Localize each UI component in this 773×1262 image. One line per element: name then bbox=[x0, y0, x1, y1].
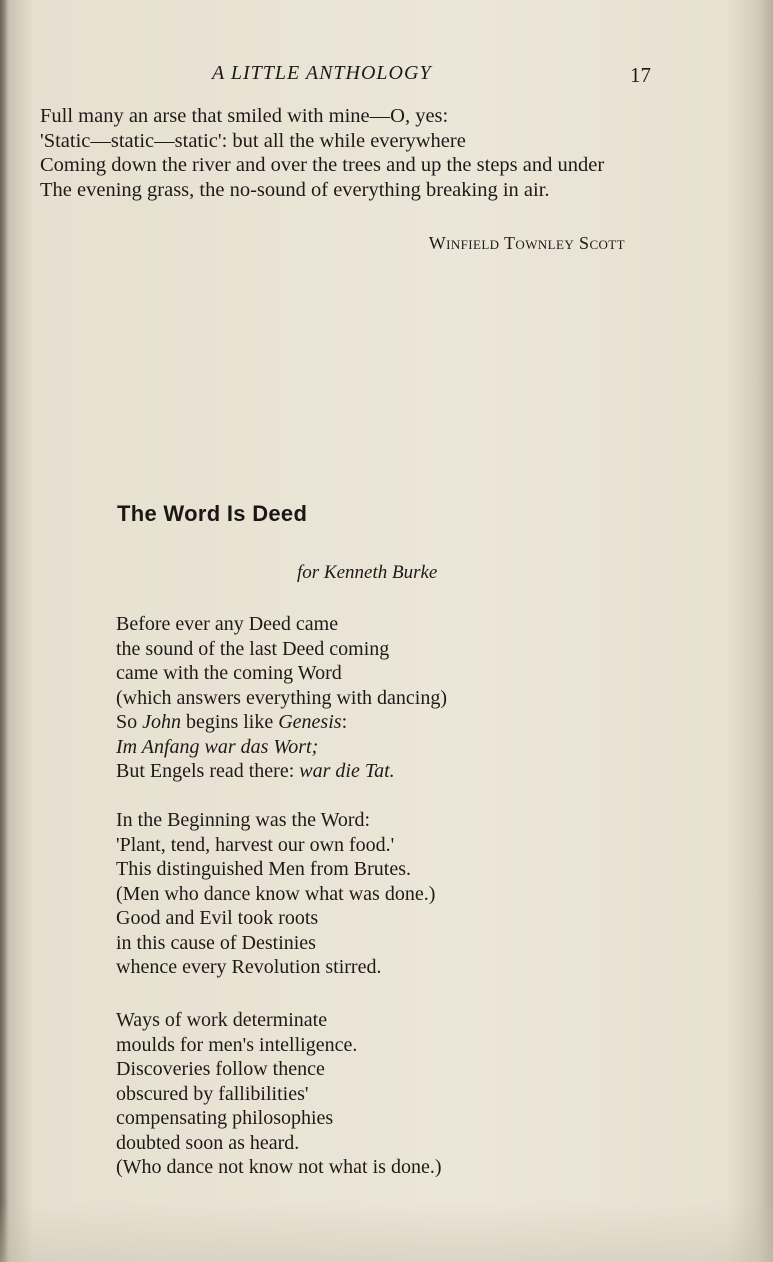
italic-word-john: John bbox=[142, 711, 182, 733]
previous-poem-ending bbox=[40, 104, 604, 203]
previous-poem-line: 'Static—static—static': but all the while everywhere bbox=[40, 129, 466, 152]
poem-line: 'Plant, tend, harvest our own food.' bbox=[116, 833, 395, 856]
poem-line: doubted soon as heard. bbox=[116, 1131, 300, 1154]
poem-line: In the Beginning was the Word: bbox=[116, 809, 371, 831]
previous-poem-line: Full many an arse that smiled with mine—O, yes: bbox=[40, 105, 449, 127]
poem-line: the sound of the last Deed coming bbox=[116, 637, 390, 660]
page-bottom-shade bbox=[0, 1202, 773, 1262]
running-header: A LITTLE ANTHOLOGY bbox=[212, 62, 432, 84]
stanza-1 bbox=[116, 612, 447, 784]
poem-line: Ways of work determinate bbox=[116, 1009, 328, 1031]
previous-poem-line: Coming down the river and over the trees and up the steps and under bbox=[40, 154, 605, 177]
italic-word-genesis: Genesis bbox=[278, 711, 342, 733]
line-text: So bbox=[116, 711, 143, 733]
poem-line: obscured by fallibilities' bbox=[116, 1082, 309, 1105]
poem-line: in this cause of Destinies bbox=[116, 931, 316, 954]
poem-line: Before ever any Deed came bbox=[116, 613, 339, 635]
stanza-3 bbox=[116, 1008, 441, 1180]
poem-line: This distinguished Men from Brutes. bbox=[116, 858, 411, 880]
german-quote: Im Anfang war das Wort; bbox=[116, 735, 319, 758]
line-text: But Engels read there: bbox=[116, 760, 300, 782]
line-text: begins like bbox=[181, 711, 279, 733]
poem-line: whence every Revolution stirred. bbox=[116, 956, 382, 978]
poem-line: (Men who dance know what was done.) bbox=[116, 882, 436, 905]
poem-line: moulds for men's intelligence. bbox=[116, 1033, 358, 1056]
poem-line: Good and Evil took roots bbox=[116, 907, 319, 929]
poem-line bbox=[116, 759, 447, 784]
poem-line: Discoveries follow thence bbox=[116, 1058, 325, 1080]
italic-phrase: war die Tat. bbox=[299, 760, 395, 782]
poem-line bbox=[116, 710, 447, 735]
poem-line: (Who dance not know not what is done.) bbox=[116, 1156, 442, 1178]
previous-poem-line: The evening grass, the no-sound of everything breaking in air. bbox=[40, 179, 550, 202]
line-text: : bbox=[341, 711, 348, 733]
spine-shadow bbox=[0, 0, 8, 1262]
poem-line-italic bbox=[116, 735, 447, 760]
poem-title: The Word Is Deed bbox=[117, 501, 308, 526]
stanza-2 bbox=[116, 808, 435, 980]
poem-author: Winfield Townley Scott bbox=[428, 233, 625, 253]
poem-line: (which answers everything with dancing) bbox=[116, 686, 448, 709]
page-number: 17 bbox=[630, 63, 651, 87]
poem-line: came with the coming Word bbox=[116, 662, 342, 684]
poem-dedication: for Kenneth Burke bbox=[297, 562, 438, 583]
poem-line: compensating philosophies bbox=[116, 1107, 334, 1129]
